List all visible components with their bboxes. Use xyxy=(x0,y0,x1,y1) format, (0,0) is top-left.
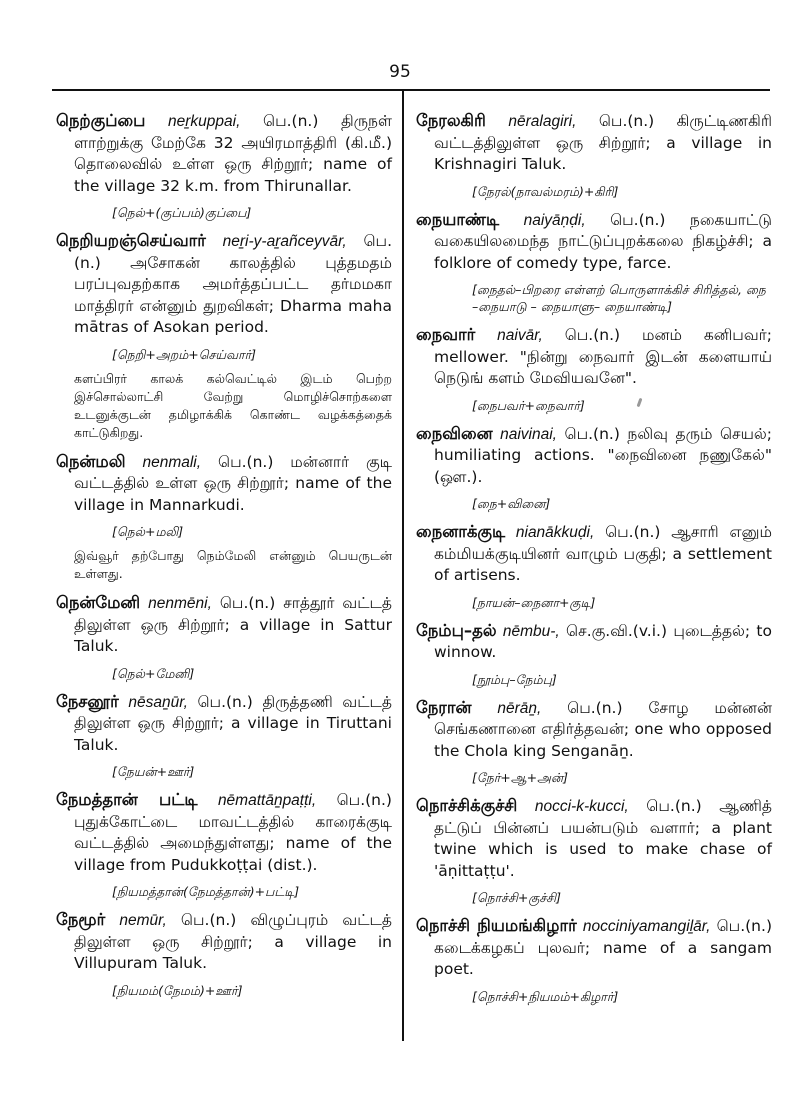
etymology: [நெறி+அறம்+செய்வார்] xyxy=(112,346,257,362)
headword: நெறியறஞ்செய்வார் xyxy=(56,231,206,250)
transliteration: naiyāṇḍi, xyxy=(523,211,586,229)
etymology: [நியமத்தான்(நேமத்தான்)+பட்டி] xyxy=(112,884,300,899)
etymology: [நேரல்(நாவல்மரம்)+கிரி] xyxy=(472,183,619,199)
transliteration: nērāṉ, xyxy=(497,699,542,717)
column-divider xyxy=(402,91,404,1041)
headword: நென்மலி xyxy=(56,451,126,471)
transliteration: nocci-k-kucci, xyxy=(534,798,629,815)
headword: நொச்சி நியமங்கிழார் xyxy=(416,916,577,935)
etymology: [நைதல்–பிறரை எள்ளற் பொருளாக்கிச் சிரித்தல், நை –நையாடு – நையாளு– நையாண்டி] xyxy=(472,282,766,314)
transliteration: neṟi-y-aṟañceyvār, xyxy=(222,233,347,250)
headword: நைனாக்குடி xyxy=(416,522,506,541)
transliteration: nemūr, xyxy=(119,912,167,929)
definition: பெ.(n.) ஆசாரி எனும் கம்மியக்குடியினர் வாழும் பகுதி; a settlement of artisens. xyxy=(434,523,773,584)
transliteration: nianākkuḍi, xyxy=(515,524,595,541)
transliteration: neṟkuppai, xyxy=(168,113,241,130)
headword: நேசனூர் xyxy=(56,691,119,711)
entry-neran xyxy=(416,697,772,787)
headword: நேமூர் xyxy=(56,910,106,929)
headword: நைவினை xyxy=(416,423,493,443)
definition: பெ.(n.) மன்னார் குடி வட்டத்தில் உள்ள ஒரு சிற்றூர்; name of the village in Mannarkudi. xyxy=(74,452,392,514)
transliteration: nēmbu-, xyxy=(502,622,560,640)
page-number: 95 xyxy=(389,62,411,82)
headword: நெற்குப்பை xyxy=(56,111,146,130)
etymology: [நாயன்–நைனா+குடி] xyxy=(472,594,596,610)
entry-nesanur xyxy=(56,691,392,781)
transliteration: nocciniyamangiḻār, xyxy=(582,918,711,935)
etymology: [நியமம்(நேமம்)+ஊர்] xyxy=(112,982,243,998)
transliteration: nēralagiri, xyxy=(508,113,577,130)
headword: நொச்சிக்குச்சி xyxy=(416,796,518,815)
transliteration: nenmēni, xyxy=(148,595,212,612)
entry-nerkuppai xyxy=(56,110,392,221)
headword: நேம்பு–தல் xyxy=(416,620,497,640)
definition: பெ.(n.) அசோகன் காலத்தில் புத்தமதம் பரப்புவதற்காக அமர்த்தப்பட்ட தர்மமகா மாத்திரர் என்னும் துறவிகள்; Dharma maha mātras of Asokan period. xyxy=(74,232,392,336)
headword: நென்மேனி xyxy=(56,593,141,612)
transliteration: nenmali, xyxy=(142,453,202,471)
headword: நைவார் xyxy=(416,325,476,344)
definition: செ.கு.வி.(v.i.) புடைத்தல்; to winnow. xyxy=(434,621,772,661)
note: இவ்வூர் தற்போது நெம்மேலி என்னும் பெயருடன் உள்ளது. xyxy=(74,548,392,581)
etymology: [நூம்பு–நேம்பு] xyxy=(472,671,557,687)
definition: பெ.(n.) கிருட்டிணகிரி வட்டத்திலுள்ள ஒரு சிற்றூர்; a village in Krishnagiri Taluk. xyxy=(434,112,772,173)
entry-neralagiri xyxy=(416,110,772,200)
definition: பெ.(n.) விழுப்புரம் வட்டத் திலுள்ள ஒரு சிற்றூர்; a village in Villupuram Taluk. xyxy=(74,911,392,972)
etymology: [நெல்+மேனி] xyxy=(112,665,195,681)
etymology: [நொச்சி+நியமம்+கிழார்] xyxy=(472,988,619,1004)
entry-nemur xyxy=(56,909,392,999)
headword: நேமத்தான் பட்டி xyxy=(56,790,198,809)
definition: பெ.(n.) கடைக்கழகப் புலவர்; name of a sangam poet. xyxy=(434,917,772,978)
definition: பெ.(n.) திருத்தணி வட்டத் திலுள்ள ஒரு சிற்றூர்; a village in Tiruttani Taluk. xyxy=(74,692,392,754)
etymology: [நொச்சி+குச்சி] xyxy=(472,890,561,905)
entry-nainakkudi xyxy=(416,521,772,611)
entry-naiyandi xyxy=(416,209,772,316)
entry-nocciniyamangizar xyxy=(416,915,772,1005)
definition: பெ.(n.) சாத்தூர் வட்டத் திலுள்ள ஒரு சிற்றூர்; a village in Sattur Taluk. xyxy=(74,594,392,655)
definition: பெ.(n.) நலிவு தரும் செயல்; humiliating actions. "நைவினை நணுகேல்" (ஔ.). xyxy=(434,424,772,486)
entry-nocci-k-kucci xyxy=(416,795,772,906)
entry-nenmali xyxy=(56,451,392,584)
etymology: [நேயன்+ஊர்] xyxy=(112,764,195,779)
transliteration: nēsaṉūr, xyxy=(128,693,188,711)
top-rule xyxy=(52,89,770,91)
etymology: [நெல்+(குப்பம்)குப்பை] xyxy=(112,205,252,220)
entry-nembu-tal xyxy=(416,620,772,688)
headword: நேரலகிரி xyxy=(416,111,486,130)
etymology: [நை+வினை] xyxy=(472,496,551,511)
definition: பெ.(n.) நகையாட்டு வகையிலமைந்த நாட்டுப்புறக்கலை நிகழ்ச்சி; a folklore of comedy type, farce. xyxy=(434,210,772,272)
definition: பெ.(n.) ஆணித் தட்டுப் பின்னப் பயன்படும் வளார்; a plant twine which is used to make chase of 'āṇittaṭṭu'. xyxy=(434,797,772,880)
left-column xyxy=(56,110,392,999)
transliteration: naivār, xyxy=(497,327,543,344)
note: களப்பிரர் காலக் கல்வெட்டில் இடம் பெற்ற இச்சொல்லாட்சி வேற்று மொழிச்சொற்களை உடனுக்குடன் தமிழாக்கிக் கொண்ட வழக்கத்தைக் காட்டுகிறது. xyxy=(74,370,392,440)
definition: பெ.(n.) புதுக்கோட்டை மாவட்டத்தில் காரைக்குடி வட்டத்தில் அமைந்துள்ளது; name of the village from Pudukkoṭṭai (dist.). xyxy=(74,791,392,874)
entry-naivinai xyxy=(416,423,772,513)
right-column xyxy=(416,110,772,1005)
entry-nemattanpatti xyxy=(56,789,392,900)
etymology: [நைபவர்+நைவார்] xyxy=(472,397,585,413)
headword: நையாண்டி xyxy=(416,209,500,229)
entry-nenmeni xyxy=(56,592,392,682)
etymology: [நேர்+ஆ+அன்] xyxy=(472,770,568,785)
entry-neriyaranceyvar xyxy=(56,230,392,442)
definition: பெ.(n.) மனம் கனிபவர்; mellower. "நின்று நைவார் இடன் களையாய் நெடுங் களம் மேவியவனே". xyxy=(434,326,772,387)
transliteration: nēmattāṉpaṭṭi, xyxy=(217,792,317,809)
definition: பெ.(n.) திருநள் ளாற்றுக்கு மேற்கே 32 அயிரமாத்திரி (கி.மீ.) தொலைவில் உள்ள ஒரு சிற்றூர்; name of the village 32 k.m. from Thirunallar. xyxy=(74,112,392,195)
etymology: [நெல்+மலி] xyxy=(112,524,184,539)
entry-naivar xyxy=(416,324,772,414)
headword: நேரான் xyxy=(416,697,472,717)
definition: பெ.(n.) சோழ மன்னன் செங்கணானை எதிர்த்தவன்; one who opposed the Chola king Senganāṉ. xyxy=(434,698,772,760)
transliteration: naivinai, xyxy=(500,425,557,443)
